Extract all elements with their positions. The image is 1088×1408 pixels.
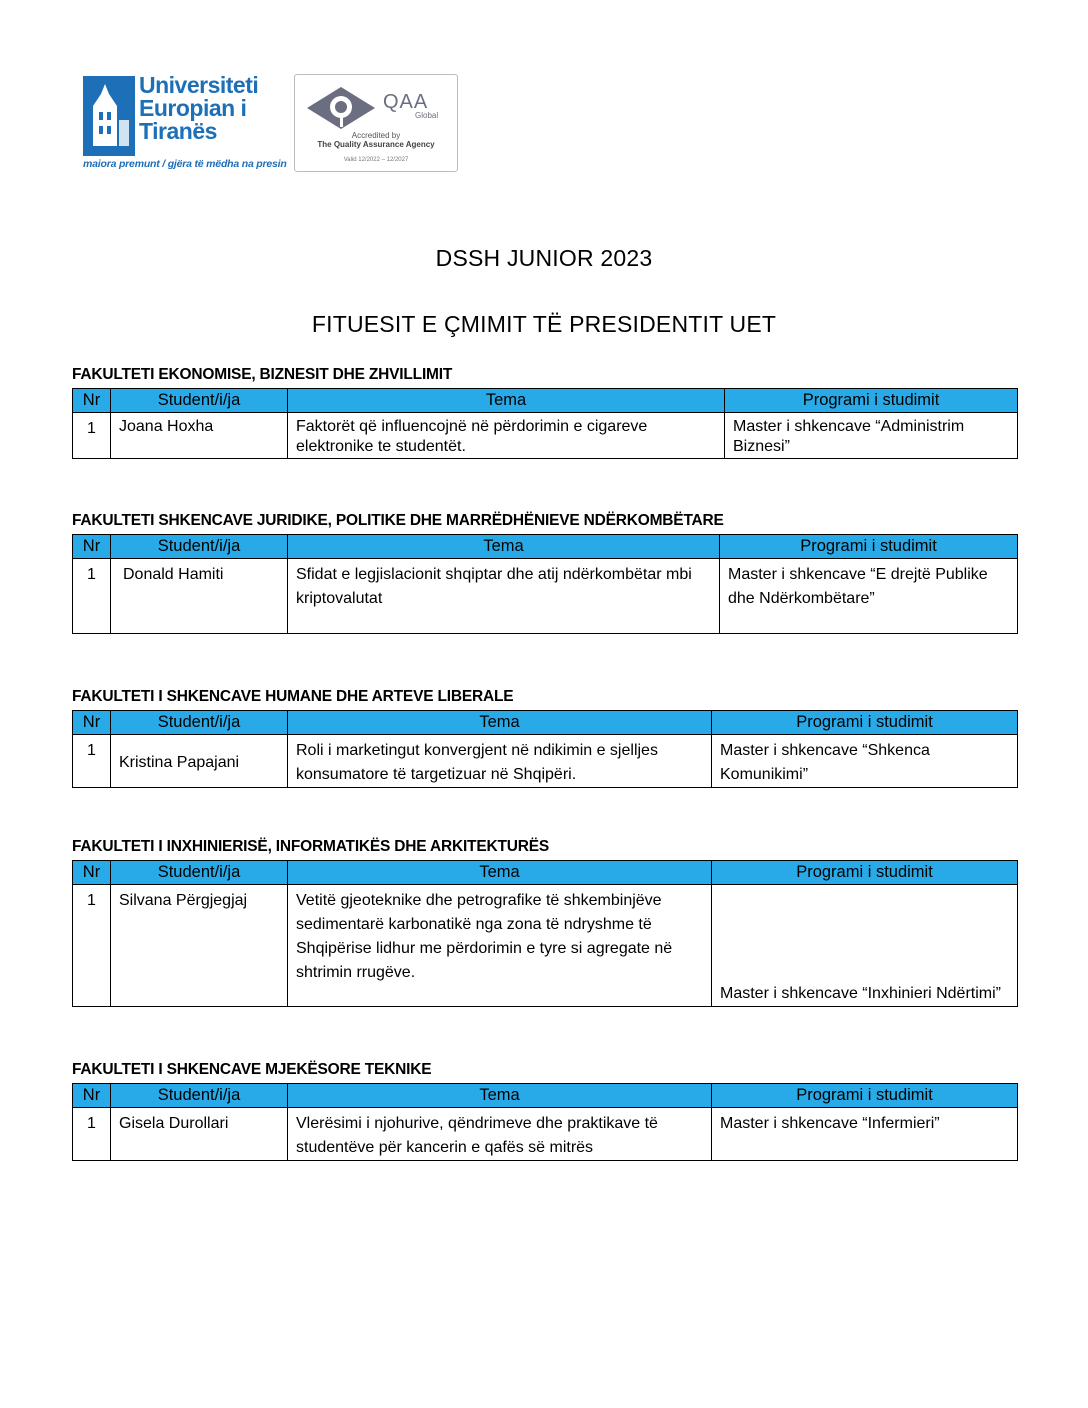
table-row [73,413,1018,459]
qaa-valid: Valid 12/2022 – 12/2027 [343,157,409,163]
cell-nr: 1 [73,1108,111,1161]
col-header-nr: Nr [73,711,111,735]
col-header-programi: Programi i studimit [720,535,1018,559]
col-header-tema: Tema [288,1084,712,1108]
qaa-accreditation [295,131,457,149]
page-subtitle: FITUESIT E ÇMIMIT TË PRESIDENTIT UET [311,311,777,337]
faculty-table [72,1083,1018,1161]
col-header-programi: Programi i studimit [712,711,1018,735]
qaa-title: QAA [383,91,429,113]
faculty-table [72,860,1018,1007]
col-header-tema: Tema [288,535,720,559]
uet-motto: maiora premunt / gjëra të mëdha na presin [83,158,287,170]
cell-nr: 1 [73,413,111,459]
col-header-nr: Nr [73,389,111,413]
faculty-title: FAKULTETI I SHKENCAVE MJEKËSORE TEKNIKE [72,1061,432,1078]
col-header-student: Student/i/ja [111,389,288,413]
faculty-table [72,388,1018,459]
uet-name-line-1: Universiteti [139,72,259,98]
table-row [73,735,1018,788]
faculty-table [72,534,1018,634]
cell-nr: 1 [73,735,111,788]
faculty-title: FAKULTETI I SHKENCAVE HUMANE DHE ARTEVE LIBERALE [72,688,514,705]
col-header-student: Student/i/ja [111,861,288,885]
cell-student: Donald Hamiti [111,559,288,634]
page-title: DSSH JUNIOR 2023 [435,245,653,271]
cell-tema: Roli i marketingut konvergjent në ndikimin e sjelljes konsumatore të targetizuar në Shqipëri. [288,735,712,788]
cell-tema: Vetitë gjeoteknike dhe petrografike të shkembinjëve sedimentarë karbonatikë nga zona të ndryshme të Shqipërise lidhur me përdorimin e tyre si agregate në shtrimin rrugëve. [288,885,712,1007]
cell-tema: Faktorët që influencojnë në përdorimin e cigareve elektronike te studentët. [288,413,725,459]
col-header-student: Student/i/ja [111,535,288,559]
table-row [73,885,1018,1007]
uet-building-icon [83,76,135,156]
uet-name-line-2: Europian i [139,95,247,121]
cell-nr: 1 [73,559,111,634]
cell-tema: Vlerësimi i njohurive, qëndrimeve dhe praktikave të studentëve për kancerin e qafës së mitrës [288,1108,712,1161]
col-header-tema: Tema [288,389,725,413]
table-row [73,559,1018,634]
cell-programi: Master i shkencave “Inxhinieri Ndërtimi” [712,885,1018,1007]
col-header-nr: Nr [73,861,111,885]
cell-nr: 1 [73,885,111,1007]
col-header-nr: Nr [73,1084,111,1108]
cell-programi: Master i shkencave “Shkenca Komunikimi” [712,735,1018,788]
faculty-title: FAKULTETI SHKENCAVE JURIDIKE, POLITIKE DHE MARRËDHËNIEVE NDËRKOMBËTARE [72,512,724,529]
col-header-student: Student/i/ja [111,711,288,735]
qaa-global: Global [415,111,439,120]
col-header-programi: Programi i studimit [712,1084,1018,1108]
faculty-title: FAKULTETI EKONOMISE, BIZNESIT DHE ZHVILLIMIT [72,366,453,383]
cell-student: Silvana Përgjegjaj [111,885,288,1007]
qaa-accredited-by: Accredited by [351,131,401,140]
cell-student: Kristina Papajani [111,735,288,788]
col-header-tema: Tema [288,711,712,735]
uet-name-line-3: Tiranës [139,118,217,144]
cell-tema: Sfidat e legjislacionit shqiptar dhe atij ndërkombëtar mbi kriptovalutat [288,559,720,634]
cell-student: Gisela Durollari [111,1108,288,1161]
uet-name [139,74,258,143]
qaa-logo [294,74,458,172]
uet-logo [83,72,287,174]
cell-programi: Master i shkencave “Administrim Biznesi” [725,413,1018,459]
cell-student: Joana Hoxha [111,413,288,459]
table-row [73,1108,1018,1161]
cell-programi: Master i shkencave “Infermieri” [712,1108,1018,1161]
col-header-programi: Programi i studimit [712,861,1018,885]
qaa-q-icon [305,85,377,131]
col-header-tema: Tema [288,861,712,885]
col-header-programi: Programi i studimit [725,389,1018,413]
qaa-agency: The Quality Assurance Agency [317,140,435,149]
col-header-student: Student/i/ja [111,1084,288,1108]
faculty-title: FAKULTETI I INXHINIERISË, INFORMATIKËS DHE ARKITEKTURËS [72,838,549,855]
col-header-nr: Nr [73,535,111,559]
cell-programi: Master i shkencave “E drejtë Publike dhe Ndërkombëtare” [720,559,1018,634]
faculty-table [72,710,1018,788]
